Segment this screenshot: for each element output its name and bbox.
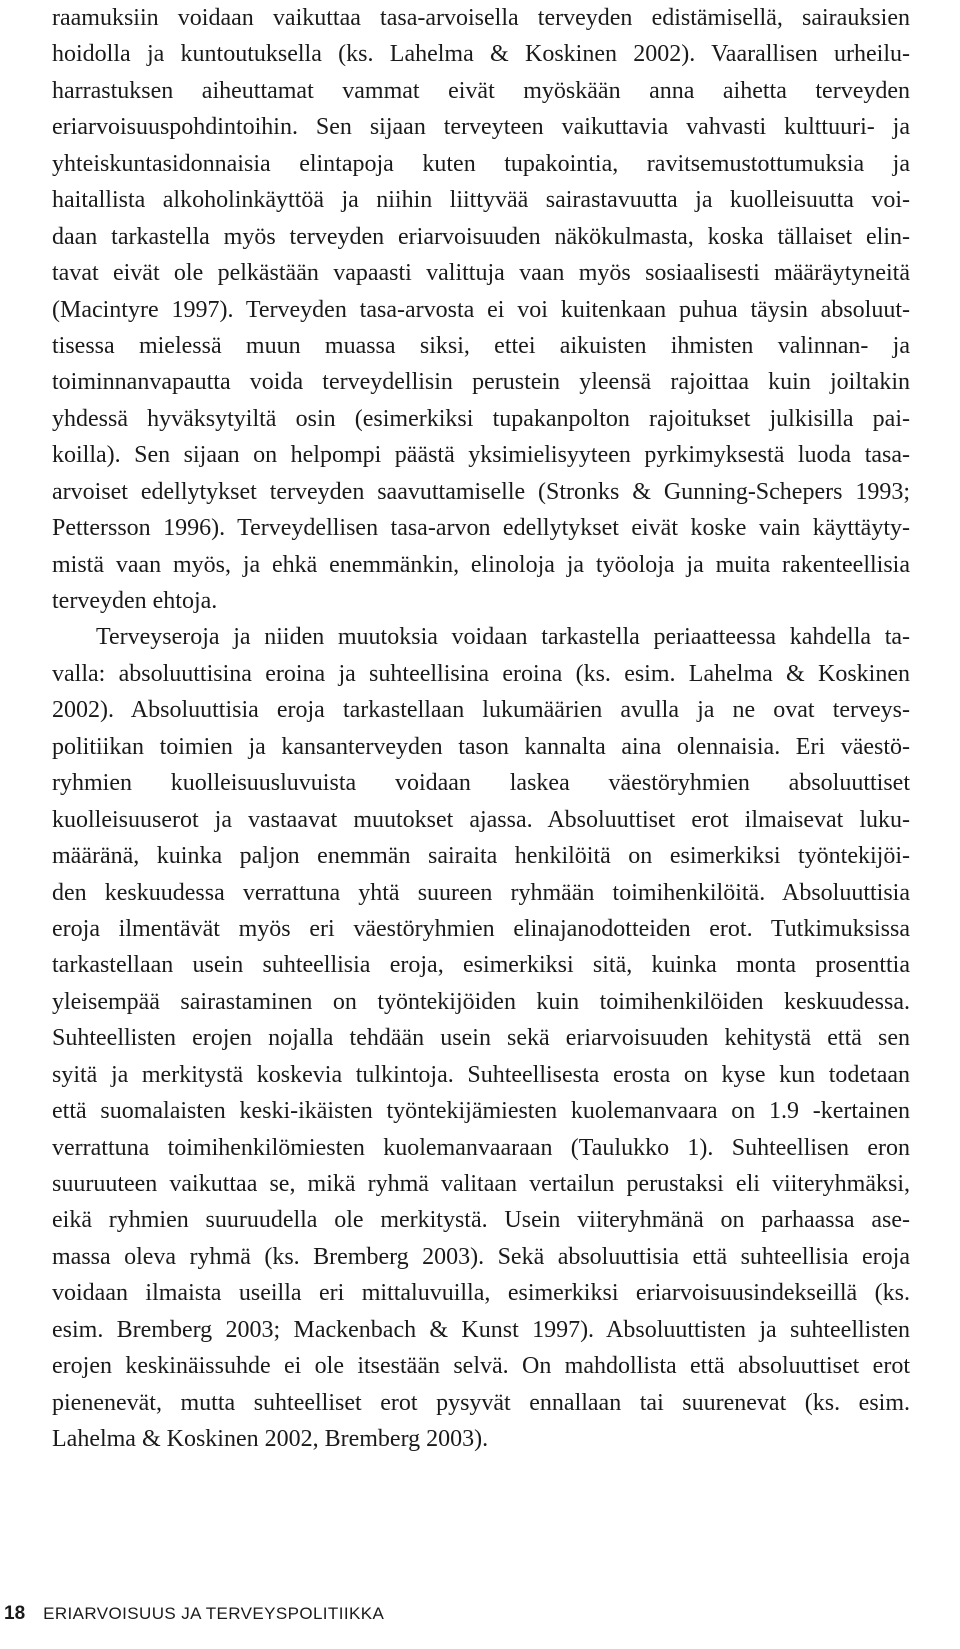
page-footer [4, 1603, 384, 1643]
text-line: yhdessä hyväksytyiltä osin (esimerkiksi tupakanpolton rajoitukset julkisilla pai- [52, 405, 910, 432]
text-line: verrattuna toimihenkilömiesten kuolemanvaaraan (Taulukko 1). Suhteellisen eron [52, 1134, 910, 1161]
text-line: haitallista alkoholinkäyttöä ja niihin liittyvää sairastavuutta ja kuolleisuutta voi- [52, 187, 910, 214]
text-line: tisessa mielessä muun muassa siksi, ettei aikuisten ihmisten valinnan- ja [52, 332, 910, 359]
text-line: Pettersson 1996). Terveydellisen tasa-arvon edellytykset eivät koske vain käyttäyty- [52, 515, 910, 542]
text-line: terveyden ehtoja. [52, 588, 218, 614]
text-line: yleisempää sairastaminen on työntekijöiden kuin toimihenkilöiden keskuudessa. [52, 988, 910, 1015]
text-line: kuolleisuuserot ja vastaavat muutokset ajassa. Absoluuttiset erot ilmaisevat luku- [52, 806, 910, 833]
text-line: eikä ryhmien suuruudella ole merkitystä. Usein viiteryhmänä on parhaassa ase- [52, 1207, 910, 1234]
page-number: 18 [4, 1603, 26, 1624]
text-line: määränä, kuinka paljon enemmän sairaita henkilöitä on esimerkiksi työntekijöi- [52, 843, 910, 870]
paragraph-1 [52, 0, 910, 619]
text-line: raamuksiin voidaan vaikuttaa tasa-arvoisella terveyden edistämisellä, sairauksien [52, 5, 910, 31]
text-line: daan tarkastella myös terveyden eriarvoisuuden näkökulmasta, koska tällaiset elin- [52, 223, 910, 250]
text-line: politiikan toimien ja kansanterveyden tason kannalta aina olennaisia. Eri väestö- [52, 733, 910, 760]
text-line: että suomalaisten keski-ikäisten työntekijämiesten kuolemanvaara on 1.9 -kertainen [52, 1098, 910, 1125]
text-line: voidaan ilmaista useilla eri mittaluvuilla, esimerkiksi eriarvoisuusindekseillä (ks. [52, 1280, 910, 1307]
text-line: Terveyseroja ja niiden muutoksia voidaan tarkastella periaatteessa kahdella ta- [96, 624, 910, 651]
text-line: yhteiskuntasidonnaisia elintapoja kuten tupakointia, ravitsemustottumuksia ja [52, 150, 910, 177]
text-line: (Macintyre 1997). Terveyden tasa-arvosta ei voi kuitenkaan puhua täysin absoluut- [52, 296, 910, 323]
text-line: valla: absoluuttisina eroina ja suhteellisina eroina (ks. esim. Lahelma & Koskinen [52, 660, 910, 687]
text-line: arvoiset edellytykset terveyden saavuttamiselle (Stronks & Gunning-Schepers 1993; [52, 478, 910, 505]
text-line: 2002). Absoluuttisia eroja tarkastellaan lukumäärien avulla ja ne ovat terveys- [52, 697, 910, 724]
text-line: den keskuudessa verrattuna yhtä suureen ryhmään toimihenkilöitä. Absoluuttisia [52, 879, 910, 906]
text-line: toiminnanvapautta voida terveydellisin perustein yleensä rajoittaa kuin joiltakin [52, 369, 910, 396]
text-line: Lahelma & Koskinen 2002, Bremberg 2003). [52, 1426, 489, 1453]
text-line: erojen keskinäissuhde ei ole itsestään selvä. On mahdollista että absoluuttiset erot [52, 1353, 910, 1380]
text-line: syitä ja merkitystä koskevia tulkintoja. Suhteellisesta erosta on kyse kun todetaan [52, 1061, 910, 1088]
body-text [52, 0, 910, 1458]
text-line: ryhmien kuolleisuusluvuista voidaan laskea väestöryhmien absoluuttiset [52, 770, 910, 797]
paragraph-2 [52, 619, 910, 1457]
text-line: pienenevät, mutta suhteelliset erot pysyvät ennallaan tai suurenevat (ks. esim. [52, 1389, 910, 1416]
text-line: suuruuteen vaikuttaa se, mikä ryhmä valitaan vertailun perustaksi eli viiteryhmäksi, [52, 1171, 910, 1197]
text-line: esim. Bremberg 2003; Mackenbach & Kunst 1997). Absoluuttisten ja suhteellisten [52, 1316, 910, 1343]
running-title: ERIARVOISUUS JA TERVEYSPOLITIIKKA [43, 1604, 385, 1623]
text-line: hoidolla ja kuntoutuksella (ks. Lahelma & Koskinen 2002). Vaarallisen urheilu- [52, 41, 910, 68]
text-line: tarkastellaan usein suhteellisia eroja, esimerkiksi sitä, kuinka monta prosenttia [52, 952, 910, 979]
text-line: Suhteellisten erojen nojalla tehdään usein sekä eriarvoisuuden kehitystä että sen [52, 1025, 910, 1052]
text-line: mistä vaan myös, ja ehkä enemmänkin, elinoloja ja työoloja ja muita rakenteellisia [52, 551, 910, 578]
text-line: eriarvoisuuspohdintoihin. Sen sijaan terveyteen vaikuttavia vahvasti kulttuuri- ja [52, 114, 910, 141]
text-line: massa oleva ryhmä (ks. Bremberg 2003). Sekä absoluuttisia että suhteellisia eroja [52, 1243, 910, 1270]
text-line: tavat eivät ole pelkästään vapaasti valittuja vaan myös sosiaalisesti määräytyneitä [52, 260, 910, 287]
text-line: koilla). Sen sijaan on helpompi päästä yksimielisyyteen pyrkimyksestä luoda tasa- [52, 442, 910, 469]
text-line: harrastuksen aiheuttamat vammat eivät myöskään anna aihetta terveyden [52, 77, 910, 104]
text-line: eroja ilmentävät myös eri väestöryhmien elinajanodotteiden erot. Tutkimuksissa [52, 915, 910, 942]
